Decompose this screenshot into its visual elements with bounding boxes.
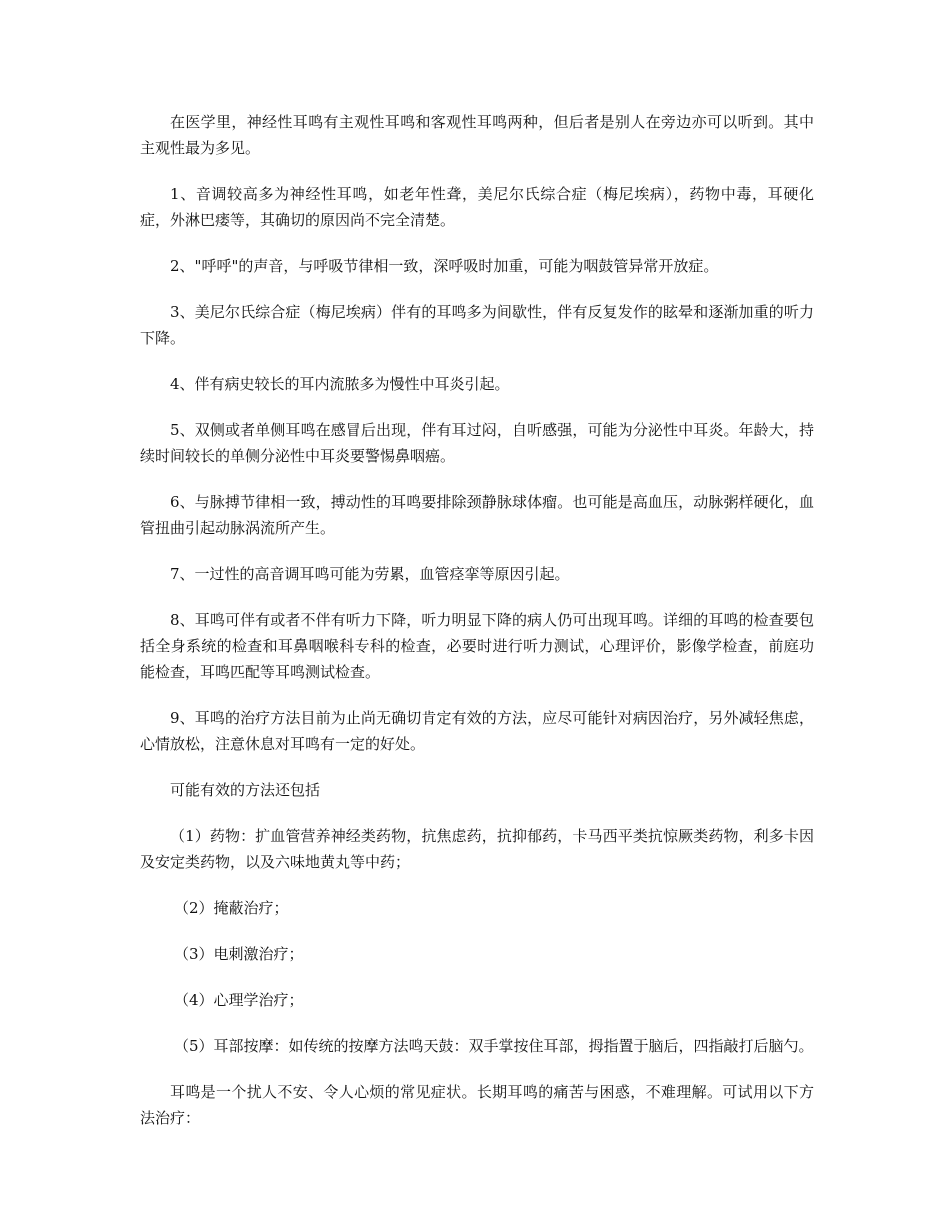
- paragraph-method-3: （3）电刺激治疗；: [174, 945, 304, 963]
- document-body: [140, 109, 814, 1131]
- paragraph-method-1: （1）药物：扩血管营养神经类药物，抗焦虑药，抗抑郁药，卡马西平类抗惊厥类药物，利多卡因及安定类药物，以及六味地黄丸等中药；: [140, 827, 814, 871]
- paragraph-item-7: 7、一过性的高音调耳鸣可能为劳累，血管痉挛等原因引起。: [170, 565, 570, 583]
- paragraph-intro: 在医学里，神经性耳鸣有主观性耳鸣和客观性耳鸣两种，但后者是别人在旁边亦可以听到。其中主观性最为多见。: [140, 113, 814, 157]
- paragraph-item-1: 1、音调较高多为神经性耳鸣，如老年性聋，美尼尔氏综合症（梅尼埃病），药物中毒，耳硬化症，外淋巴瘘等，其确切的原因尚不完全清楚。: [140, 185, 814, 229]
- paragraph-item-5: 5、双侧或者单侧耳鸣在感冒后出现，伴有耳过闷，自听感强，可能为分泌性中耳炎。年龄大，持续时间较长的单侧分泌性中耳炎要警惕鼻咽癌。: [140, 421, 814, 465]
- paragraph-item-9: 9、耳鸣的治疗方法目前为止尚无确切肯定有效的方法，应尽可能针对病因治疗，另外减轻焦虑，心情放松，注意休息对耳鸣有一定的好处。: [140, 709, 814, 753]
- paragraph-methods-heading: 可能有效的方法还包括: [170, 781, 321, 799]
- paragraph-item-2: 2、"呼呼"的声音，与呼吸节律相一致，深呼吸时加重，可能为咽鼓管异常开放症。: [170, 257, 719, 275]
- paragraph-method-4: （4）心理学治疗；: [174, 991, 304, 1009]
- paragraph-method-5: （5）耳部按摩：如传统的按摩方法鸣天鼓：双手掌按住耳部，拇指置于脑后，四指敲打后脑勺。: [174, 1037, 814, 1055]
- paragraph-item-4: 4、伴有病史较长的耳内流脓多为慢性中耳炎引起。: [170, 375, 510, 393]
- paragraph-item-3: 3、美尼尔氏综合症（梅尼埃病）伴有的耳鸣多为间歇性，伴有反复发作的眩晕和逐渐加重的听力下降。: [140, 303, 814, 347]
- paragraph-method-2: （2）掩蔽治疗；: [174, 899, 289, 917]
- paragraph-item-6: 6、与脉搏节律相一致，搏动性的耳鸣要排除颈静脉球体瘤。也可能是高血压，动脉粥样硬化，血管扭曲引起动脉涡流所产生。: [140, 493, 814, 537]
- paragraph-item-8: 8、耳鸣可伴有或者不伴有听力下降，听力明显下降的病人仍可出现耳鸣。详细的耳鸣的检查要包括全身系统的检查和耳鼻咽喉科专科的检查，必要时进行听力测试，心理评价，影像学检查，前庭功能检查，耳鸣匹配等耳鸣测试检查。: [140, 611, 814, 681]
- paragraph-closing: 耳鸣是一个扰人不安、令人心烦的常见症状。长期耳鸣的痛苦与困惑，不难理解。可试用以下方法治疗：: [140, 1083, 814, 1127]
